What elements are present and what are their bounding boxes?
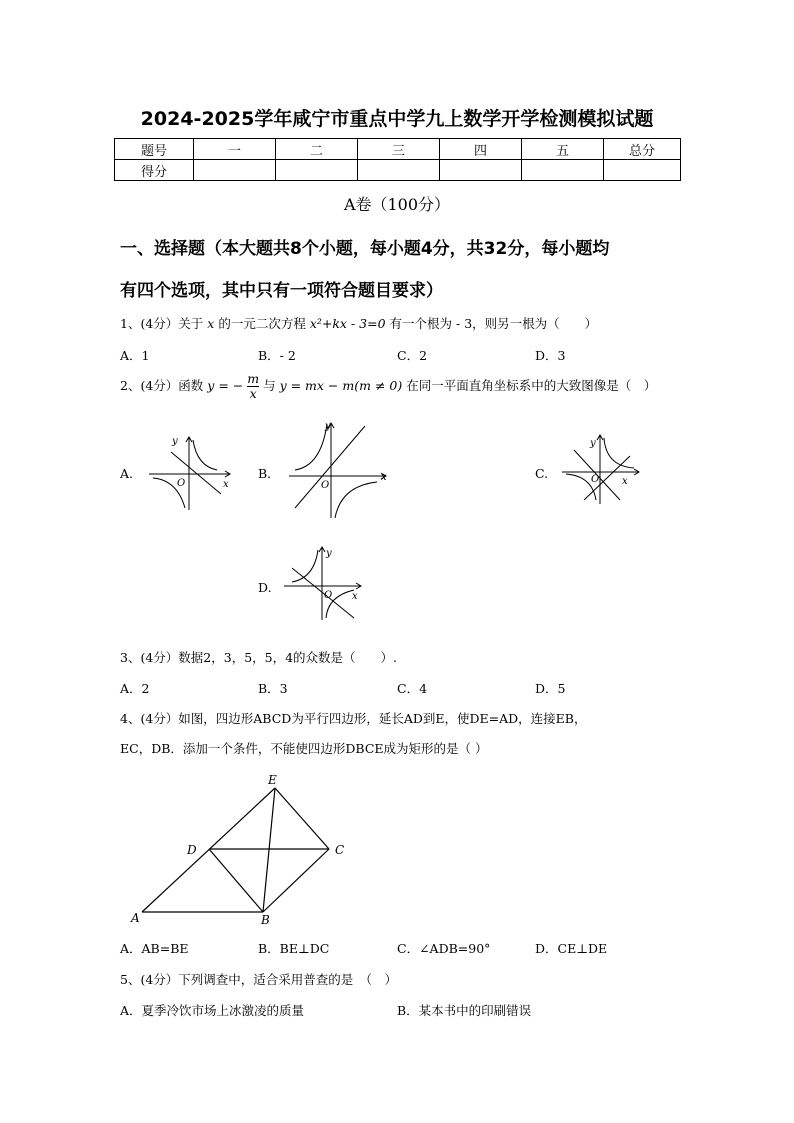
q4-option-a[interactable]: A．AB=BE	[120, 941, 189, 956]
axis-x-label: x	[381, 472, 387, 483]
table-cell: 一	[194, 139, 276, 160]
page-title: 2024-2025学年咸宁市重点中学九上数学开学检测模拟试题	[140, 108, 654, 130]
parallelogram-figure	[125, 770, 355, 930]
q3-option-c[interactable]: C．4	[397, 681, 428, 696]
origin-label: O	[324, 590, 333, 601]
q2-frac-den: x	[249, 386, 257, 401]
q2-frac-num: m	[247, 371, 260, 386]
section-heading-line2: 有四个选项，其中只有一项符合题目要求）	[120, 281, 443, 301]
point-label-d: D	[187, 843, 197, 857]
paper-label: A卷（100分）	[343, 195, 451, 214]
point-label-b: B	[261, 913, 270, 927]
graph-b	[285, 418, 395, 522]
q1-equation: x²+kx - 3=0	[309, 316, 386, 331]
q1-stem-c: 有一个根为 - 3，则另一根为（ ）	[389, 316, 598, 331]
point-label-e: E	[268, 773, 277, 787]
q2-option-b[interactable]: B.	[258, 466, 272, 481]
table-cell: 三	[358, 139, 440, 160]
q1-option-d[interactable]: D．3	[535, 348, 566, 363]
question-1	[120, 314, 597, 332]
axis-x-label: x	[352, 591, 358, 602]
q2-option-a[interactable]: A.	[120, 466, 134, 481]
q3-option-b[interactable]: B．3	[258, 681, 288, 696]
q4-option-d[interactable]: D．CE⊥DE	[535, 941, 608, 956]
q5-option-b[interactable]: B．某本书中的印刷错误	[397, 1003, 532, 1018]
origin-label: O	[591, 474, 600, 485]
axis-x-label: x	[223, 479, 229, 490]
graph-a	[145, 432, 235, 512]
q1-stem-b: 的一元二次方程	[218, 316, 306, 331]
table-row	[115, 139, 681, 160]
table-row	[115, 160, 681, 181]
q2-option-c[interactable]: C.	[535, 466, 549, 481]
q2-fraction	[247, 372, 259, 401]
q2-stem-a: 2、(4分）函数	[120, 378, 204, 393]
table-cell: 题号	[115, 139, 194, 160]
q1-stem-a: 1、(4分）关于	[120, 316, 204, 331]
origin-label: O	[321, 480, 330, 491]
score-input-cell[interactable]	[440, 160, 522, 181]
section-heading-line1: 一、选择题（本大题共8个小题，每小题4分，共32分，每小题均	[120, 239, 610, 259]
q4-option-c[interactable]: C．∠ADB=90°	[397, 941, 491, 956]
question-2	[120, 372, 656, 401]
origin-label: O	[177, 478, 186, 489]
q2-stem-b: 与	[263, 378, 276, 393]
score-input-cell[interactable]	[604, 160, 681, 181]
table-cell: 五	[522, 139, 604, 160]
q1-option-a[interactable]: A．1	[120, 348, 150, 363]
table-cell: 二	[276, 139, 358, 160]
graph-c	[560, 432, 642, 508]
axis-y-label: y	[326, 548, 332, 559]
q1-option-c[interactable]: C．2	[397, 348, 428, 363]
q4-option-b[interactable]: B．BE⊥DC	[258, 941, 330, 956]
q2-stem-c: 在同一平面直角坐标系中的大致图像是（ ）	[406, 378, 657, 393]
question-4-line2: EC，DB．添加一个条件，不能使四边形DBCE成为矩形的是（ ）	[120, 741, 488, 756]
axis-y-label: y	[172, 436, 178, 447]
q2-linear: y = mx − m(m ≠ 0)	[279, 378, 403, 393]
point-label-c: C	[335, 843, 345, 857]
question-4-line1: 4、(4分）如图，四边形ABCD为平行四边形，延长AD到E，使DE=AD，连接EB，	[120, 711, 587, 726]
q5-option-a[interactable]: A．夏季冷饮市场上冰激凌的质量	[120, 1003, 305, 1018]
score-input-cell[interactable]	[358, 160, 440, 181]
score-table	[114, 138, 681, 181]
table-cell: 总分	[604, 139, 681, 160]
q2-y-eq: y = −	[207, 378, 244, 393]
question-3: 3、(4分）数据2，3，5，5，4的众数是（ ）.	[120, 650, 398, 665]
graph-d	[280, 544, 366, 624]
axis-y-label: y	[590, 438, 596, 449]
score-input-cell[interactable]	[276, 160, 358, 181]
q1-option-b[interactable]: B．- 2	[258, 348, 296, 363]
point-label-a: A	[131, 911, 140, 925]
q2-option-d[interactable]: D.	[258, 580, 272, 595]
table-cell: 四	[440, 139, 522, 160]
score-input-cell[interactable]	[194, 160, 276, 181]
axis-x-label: x	[622, 476, 628, 487]
q3-option-d[interactable]: D．5	[535, 681, 566, 696]
axis-y-label: y	[325, 421, 331, 432]
q3-option-a[interactable]: A．2	[120, 681, 150, 696]
question-5: 5、(4分）下列调查中，适合采用普查的是 （ ）	[120, 972, 398, 987]
table-cell: 得分	[115, 160, 194, 181]
score-input-cell[interactable]	[522, 160, 604, 181]
q1-var: x	[207, 316, 215, 331]
